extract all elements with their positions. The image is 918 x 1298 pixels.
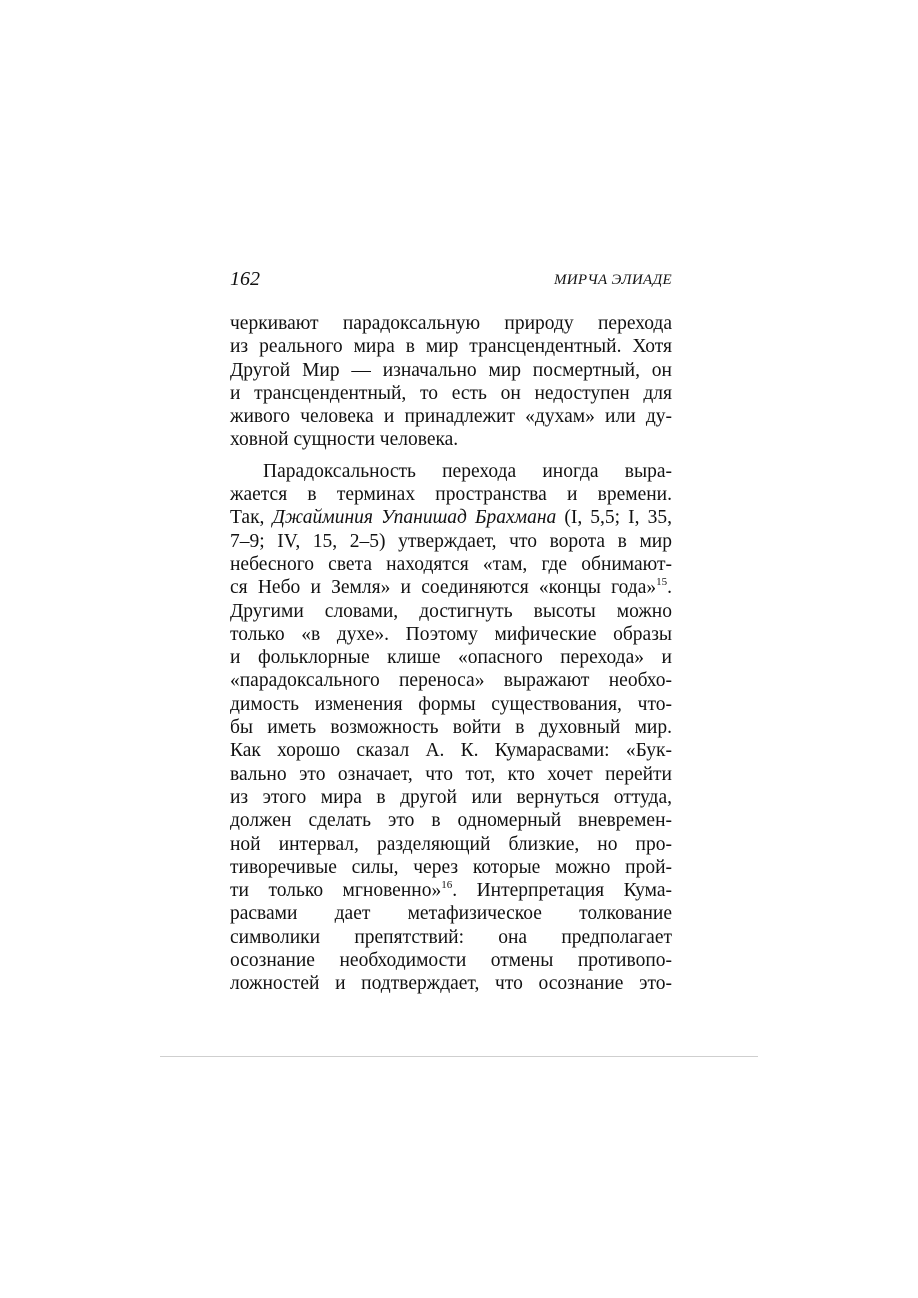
text-fragment: Так, (230, 507, 273, 529)
text-line: бы иметь возможность войти в духовный мир. (230, 717, 672, 739)
page-number: 162 (230, 268, 260, 290)
text-line: и трансцендентный, то есть он недоступен для (230, 382, 672, 404)
text-line: димость изменения формы существования, что- (230, 693, 672, 715)
text-line: и фольклорные клише «опасного перехода» и (230, 647, 672, 669)
text-line: тиворечивые силы, через которые можно прой- (230, 856, 672, 878)
text-fragment: . (667, 577, 672, 599)
text-line: Парадоксальность перехода иногда выра- (263, 460, 672, 482)
text-fragment: ти только мгновенно» (230, 880, 442, 902)
text-fragment: . Интерпретация Кума- (452, 880, 672, 902)
text-line: Как хорошо сказал А. К. Кумарасвами: «Бук- (230, 740, 672, 762)
text-line: расвами дает метафизическое толкование (230, 903, 672, 925)
text-line: небесного света находятся «там, где обнимают- (230, 553, 672, 575)
scan-edge-divider (160, 1056, 758, 1057)
text-line: символики препятствий: она предполагает (230, 926, 672, 948)
text-line: ной интервал, разделяющий близкие, но про- (230, 833, 672, 855)
text-line: из реального мира в мир трансцендентный. Хотя (230, 336, 672, 358)
footnote-ref-15[interactable]: 15 (656, 576, 668, 589)
text-line: жается в терминах пространства и времени. (230, 484, 672, 506)
text-line: ложностей и подтверждает, что осознание это- (230, 973, 672, 995)
text-line (230, 576, 672, 599)
text-line: ховной сущности человека. (230, 429, 459, 451)
running-head (230, 268, 672, 294)
cited-work-title: Джайминия Упанишад Брахмана (272, 507, 557, 529)
text-line (230, 506, 672, 529)
text-line: только «в духе». Поэтому мифические образы (230, 623, 672, 645)
paragraph-2 (230, 460, 672, 996)
text-line (230, 879, 672, 902)
text-line: Другими словами, достигнуть высоты можно (230, 600, 672, 622)
text-line: живого человека и принадлежит «духам» или ду- (230, 406, 672, 428)
text-line: должен сделать это в одномерный вневремен- (230, 810, 672, 832)
running-head-author: МИРЧА ЭЛИАДЕ (553, 272, 672, 288)
text-line: из этого мира в другой или вернуться оттуда, (230, 786, 672, 808)
text-line: «парадоксального переноса» выражают необхо- (230, 670, 672, 692)
text-fragment: ся Небо и Земля» и соединяются «концы года» (230, 577, 657, 599)
text-line: черкивают парадоксальную природу перехода (230, 313, 672, 334)
body-text (230, 312, 672, 996)
text-line: вально это означает, что тот, кто хочет перейти (230, 763, 672, 785)
text-line: Другой Мир — изначально мир посмертный, он (230, 359, 672, 381)
text-line: 7–9; IV, 15, 2–5) утверждает, что ворота в мир (230, 530, 672, 552)
paragraph-gap (230, 452, 672, 460)
text-fragment: (I, 5,5; I, 35, (556, 507, 672, 529)
paragraph-1 (230, 312, 672, 452)
text-line: осознание необходимости отмены противопо- (230, 950, 672, 972)
footnote-ref-16[interactable]: 16 (441, 879, 453, 892)
